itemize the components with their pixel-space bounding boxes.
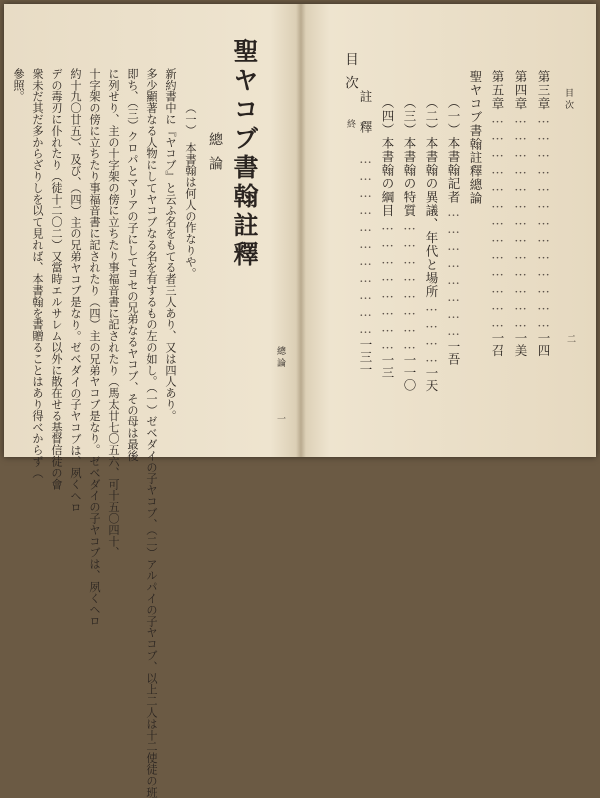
toc-entry-page: 一四: [536, 331, 551, 357]
toc-entry-page: 一美: [513, 331, 528, 357]
body-line: 新約書中に『ヤコブ』と云ふ名をもてる者三人あり、又は四人あり。: [164, 68, 177, 422]
toc-entry-label: （四）本書翰の綱目: [380, 96, 395, 218]
body-line: 十字架の傍に立ちたり事福音書に記されたり（四）主の兄弟ヤコブ是なり。ゼベダイの子ヤコブは、夙くヘロ: [88, 68, 101, 627]
toc-subtitle: 終: [345, 119, 355, 131]
book-gutter: [296, 4, 306, 457]
leader-dots: …………………………………: [490, 110, 505, 332]
toc-entry-label: 第五章: [490, 70, 505, 111]
page-number: 二: [565, 334, 575, 346]
leader-dots: ……………………: [380, 217, 395, 354]
body-line: に列せり、主の十字架の傍に立ちたり事福音書に記されたり（馬太廿七〇五六、可十五〇四十、: [107, 68, 120, 559]
toc-entry-page: 一三: [380, 353, 395, 379]
body-line: デの毒刃に仆れたり（徒十二〇二）又當時エルサレム以外に散在せる基督信徒の會: [50, 68, 63, 490]
leader-dots: ……………………: [402, 217, 417, 354]
book-title: 聖ヤコブ書翰註釋: [230, 38, 259, 270]
body-line: （一） 本書翰は何人の作なりや。: [184, 102, 197, 279]
page-number: 一: [275, 414, 285, 426]
toc-title: 目次: [342, 52, 358, 99]
toc-entry-label: 第四章: [513, 70, 528, 111]
toc-entry-label: 註釋: [358, 90, 373, 151]
toc-entry-item: [444, 96, 462, 430]
toc-entry-page: 一召: [490, 331, 505, 357]
leader-dots: ……………………: [446, 204, 461, 340]
leader-dots: …………: [424, 298, 439, 367]
toc-entry-item: [378, 96, 396, 430]
toc-entry-page: 一吾: [446, 340, 461, 365]
toc-entry-page: 一三一: [358, 338, 373, 376]
toc-entry-chapter: [511, 70, 529, 430]
toc-entry-label: （一）本書翰記者: [446, 96, 461, 204]
toc-entry-page: 一一〇: [402, 353, 417, 391]
toc-entry-item: [422, 96, 440, 430]
toc-entry-chapter: [488, 70, 506, 430]
body-line: 參照。: [12, 68, 25, 103]
body-line: 約十九〇廿五）、及び、（四）主の兄弟ヤコブ是なり。ゼベダイの子ヤコブは、夙くヘロ: [69, 68, 82, 513]
book-spread: [4, 4, 596, 798]
body-line: 即ち、（三）クロパとマリアの子にしてヨセの兄弟なるヤコブ、その母は最後: [126, 68, 139, 462]
toc-entry-annotation: [356, 90, 374, 430]
section-heading: 總論: [207, 132, 223, 180]
toc-entry-label: 第三章: [536, 70, 551, 111]
body-line: 多少顯著なる人物にしてヤコブなる名を有するもの左の如し。（一）ゼベダイの子ヤコブ、（二）アルパイの子ヤコブ、以上二人は十二使徒の班: [145, 68, 158, 798]
leader-dots: ……………………………: [358, 151, 373, 338]
leader-dots: …………………………………: [513, 110, 528, 332]
toc-entry-page: 一天: [424, 366, 439, 392]
toc-entry-chapter: [534, 70, 552, 430]
toc-entry-label: （三）本書翰の特質: [402, 96, 417, 218]
footer-label: 總論: [275, 346, 285, 370]
toc-overview-title: 聖ヤコブ書翰註釋總論: [468, 70, 483, 205]
toc-entry-item: [400, 96, 418, 430]
leader-dots: …………………………………: [536, 110, 551, 332]
body-line: 衆未だ其だ多からざりしを以て見れば、本書翰を書贈ることはあり得べからず（: [31, 68, 44, 479]
corner-mark: 目次: [563, 88, 573, 112]
toc-entry-label: （二）本書翰の異議、年代と場所: [424, 96, 439, 299]
